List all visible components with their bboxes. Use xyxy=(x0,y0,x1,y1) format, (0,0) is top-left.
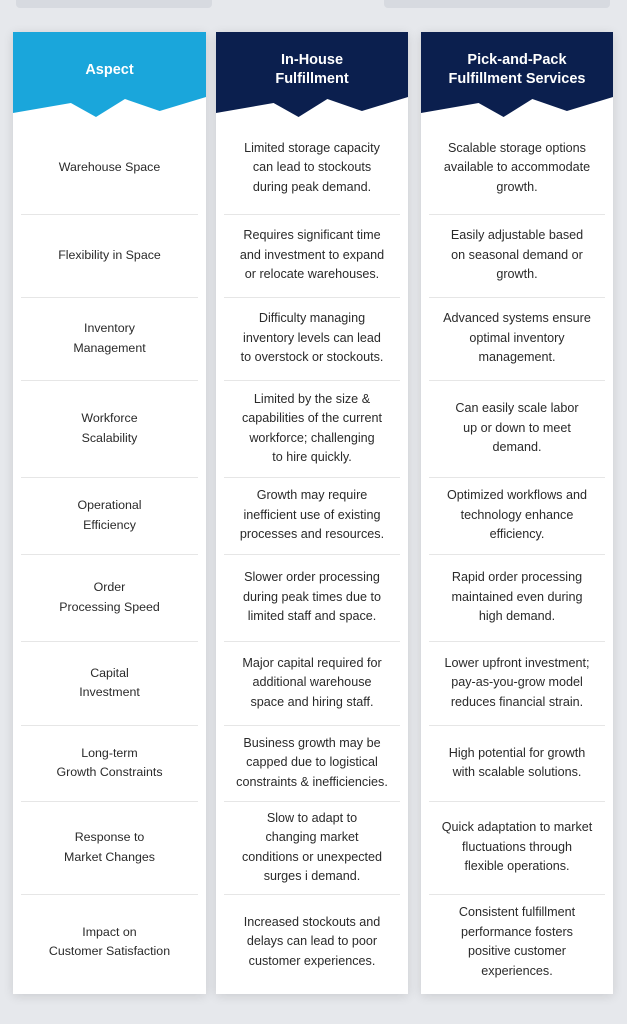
cell-text-line: Inventory xyxy=(84,321,135,335)
aspect-cell xyxy=(13,725,206,801)
cell-text-line: Efficiency xyxy=(83,517,136,532)
cell-text-line: Requires significant time xyxy=(243,228,381,243)
inhouse-cell xyxy=(216,801,408,894)
cell-text-line: Lower upfront investment; xyxy=(444,655,590,670)
cell-text-line: changing market xyxy=(265,830,359,844)
zigzag-notch xyxy=(13,93,206,123)
header-line: Aspect xyxy=(85,61,134,78)
cell-text-line: processes and resources. xyxy=(239,527,385,542)
aspect-cell xyxy=(13,641,206,725)
cell-text-line: capabilities of the current xyxy=(241,411,382,425)
cell-text-line: optimal inventory xyxy=(469,330,565,345)
pickpack-cell xyxy=(421,122,613,214)
header-line: In-House xyxy=(280,52,344,68)
pickpack-cell xyxy=(421,380,613,477)
cell-text-line: high demand. xyxy=(478,609,556,624)
aspect-cell xyxy=(13,214,206,297)
cell-text-line: surges i demand. xyxy=(263,869,361,883)
cell-text-line: Consistent fulfillment xyxy=(458,905,576,919)
column-inhouse xyxy=(216,32,408,994)
pickpack-cell xyxy=(421,894,613,990)
cell-text-line: up or down to meet xyxy=(463,420,571,435)
cell-text-line: Order xyxy=(93,580,126,594)
cell-text-line: Slower order processing xyxy=(244,570,380,585)
cell-text-line: during peak times due to xyxy=(243,589,381,604)
cell-text-line: capped due to logistical xyxy=(246,755,378,770)
cell-text-line: constraints & inefficiencies. xyxy=(236,774,388,789)
cell-text-line: management. xyxy=(478,350,556,365)
cell-text-line: Advanced systems ensure xyxy=(443,311,591,326)
cell-text-line: flexible operations. xyxy=(464,859,570,874)
cell-text-line: to overstock or stockouts. xyxy=(240,350,384,365)
cell-text-line: reduces financial strain. xyxy=(450,694,584,709)
header-line: Fulfillment Services xyxy=(448,71,586,87)
cell-text-line: during peak demand. xyxy=(252,179,372,194)
aspect-cell xyxy=(13,297,206,380)
cell-text-line: Warehouse Space xyxy=(58,160,161,175)
inhouse-cell xyxy=(216,477,408,554)
cell-text-line: delays can lead to poor xyxy=(246,934,378,949)
column-header-pickpack xyxy=(421,32,613,122)
cell-text-line: or relocate warehouses. xyxy=(244,267,380,282)
cell-text-line: fluctuations through xyxy=(462,839,572,854)
cell-text-line: with scalable solutions. xyxy=(452,765,582,779)
column-aspect xyxy=(13,32,206,994)
inhouse-cell xyxy=(216,554,408,641)
cell-text-line: Management xyxy=(73,340,146,355)
cell-text-line: demand. xyxy=(492,440,542,455)
cell-text-line: High potential for growth xyxy=(448,745,586,760)
header-line: Fulfillment xyxy=(275,71,349,87)
zigzag-notch xyxy=(216,93,408,123)
cell-text-line: growth. xyxy=(496,267,538,282)
cell-text-line: Flexibility in Space xyxy=(58,247,161,262)
pickpack-cell xyxy=(421,725,613,801)
cell-text-line: inventory levels can lead xyxy=(243,330,381,345)
cell-text-line: Difficulty managing xyxy=(258,311,366,326)
cell-text-line: Increased stockouts and xyxy=(243,914,381,929)
cell-text-line: and investment to expand xyxy=(239,247,385,262)
cell-text-line: growth. xyxy=(496,179,538,194)
aspect-cell xyxy=(13,122,206,214)
cell-text-line: Easily adjustable based xyxy=(450,228,584,243)
top-edge-decoration xyxy=(16,0,212,8)
column-pickpack xyxy=(421,32,613,994)
cell-text-line: Business growth may be xyxy=(243,735,381,750)
cell-text-line: performance fosters xyxy=(460,924,573,939)
cell-text-line: limited staff and space. xyxy=(247,609,377,624)
cell-text-line: conditions or unexpected xyxy=(241,849,383,864)
cell-text-line: can lead to stockouts xyxy=(252,160,372,175)
cell-text-line: Limited by the size & xyxy=(253,391,371,406)
cell-text-line: to hire quickly. xyxy=(272,450,352,464)
cell-text-line: Rapid order processing xyxy=(451,570,583,585)
cell-text-line: Scalability xyxy=(81,430,138,445)
inhouse-cell xyxy=(216,380,408,477)
cell-text-line: customer experiences. xyxy=(248,953,376,968)
aspect-cell xyxy=(13,380,206,477)
inhouse-cell xyxy=(216,122,408,214)
aspect-cell xyxy=(13,801,206,894)
cell-text-line: pay-as-you-grow model xyxy=(451,675,583,690)
pickpack-cell xyxy=(421,477,613,554)
cell-text-line: Scalable storage options xyxy=(448,140,586,155)
column-header-aspect xyxy=(13,32,206,122)
cell-text-line: space and hiring staff. xyxy=(250,694,374,709)
pickpack-cell xyxy=(421,641,613,725)
cell-text-line: additional warehouse xyxy=(252,675,372,690)
cell-text-line: positive customer xyxy=(467,944,566,958)
cell-text-line: Customer Satisfaction xyxy=(48,944,171,958)
cell-text-line: Quick adaptation to market xyxy=(441,820,593,835)
cell-text-line: Long-term xyxy=(81,745,138,760)
pickpack-cell xyxy=(421,554,613,641)
cell-text-line: Workforce xyxy=(81,411,138,425)
cell-text-line: experiences. xyxy=(481,963,553,978)
cell-text-line: on seasonal demand or xyxy=(451,247,583,262)
cell-text-line: Impact on xyxy=(82,924,137,939)
column-header-inhouse xyxy=(216,32,408,122)
inhouse-cell xyxy=(216,214,408,297)
cell-text-line: technology enhance xyxy=(460,507,574,522)
aspect-cell xyxy=(13,554,206,641)
cell-text-line: workforce; challenging xyxy=(249,430,375,445)
cell-text-line: Market Changes xyxy=(64,849,155,864)
cell-text-line: Growth Constraints xyxy=(56,765,163,779)
cell-text-line: Slow to adapt to xyxy=(266,810,358,825)
aspect-cell xyxy=(13,894,206,990)
cell-text-line: Limited storage capacity xyxy=(244,140,380,155)
cell-text-line: Growth may require xyxy=(256,488,368,503)
pickpack-cell xyxy=(421,297,613,380)
pickpack-cell xyxy=(421,214,613,297)
cell-text-line: Capital xyxy=(90,665,129,680)
cell-text-line: available to accommodate xyxy=(443,160,591,175)
inhouse-cell xyxy=(216,297,408,380)
zigzag-notch xyxy=(421,93,613,123)
aspect-cell xyxy=(13,477,206,554)
inhouse-cell xyxy=(216,894,408,990)
inhouse-cell xyxy=(216,641,408,725)
cell-text-line: efficiency. xyxy=(489,527,545,542)
pickpack-cell xyxy=(421,801,613,894)
inhouse-cell xyxy=(216,725,408,801)
cell-text-line: maintained even during xyxy=(451,589,583,604)
cell-text-line: Can easily scale labor xyxy=(455,401,579,416)
cell-text-line: inefficient use of existing xyxy=(243,507,381,522)
cell-text-line: Processing Speed xyxy=(59,599,160,614)
cell-text-line: Optimized workflows and xyxy=(447,488,587,503)
cell-text-line: Investment xyxy=(79,685,140,699)
cell-text-line: Major capital required for xyxy=(242,655,382,670)
cell-text-line: Operational xyxy=(77,498,142,512)
cell-text-line: Response to xyxy=(74,830,145,844)
header-line: Pick-and-Pack xyxy=(467,52,567,68)
top-edge-decoration xyxy=(384,0,610,8)
